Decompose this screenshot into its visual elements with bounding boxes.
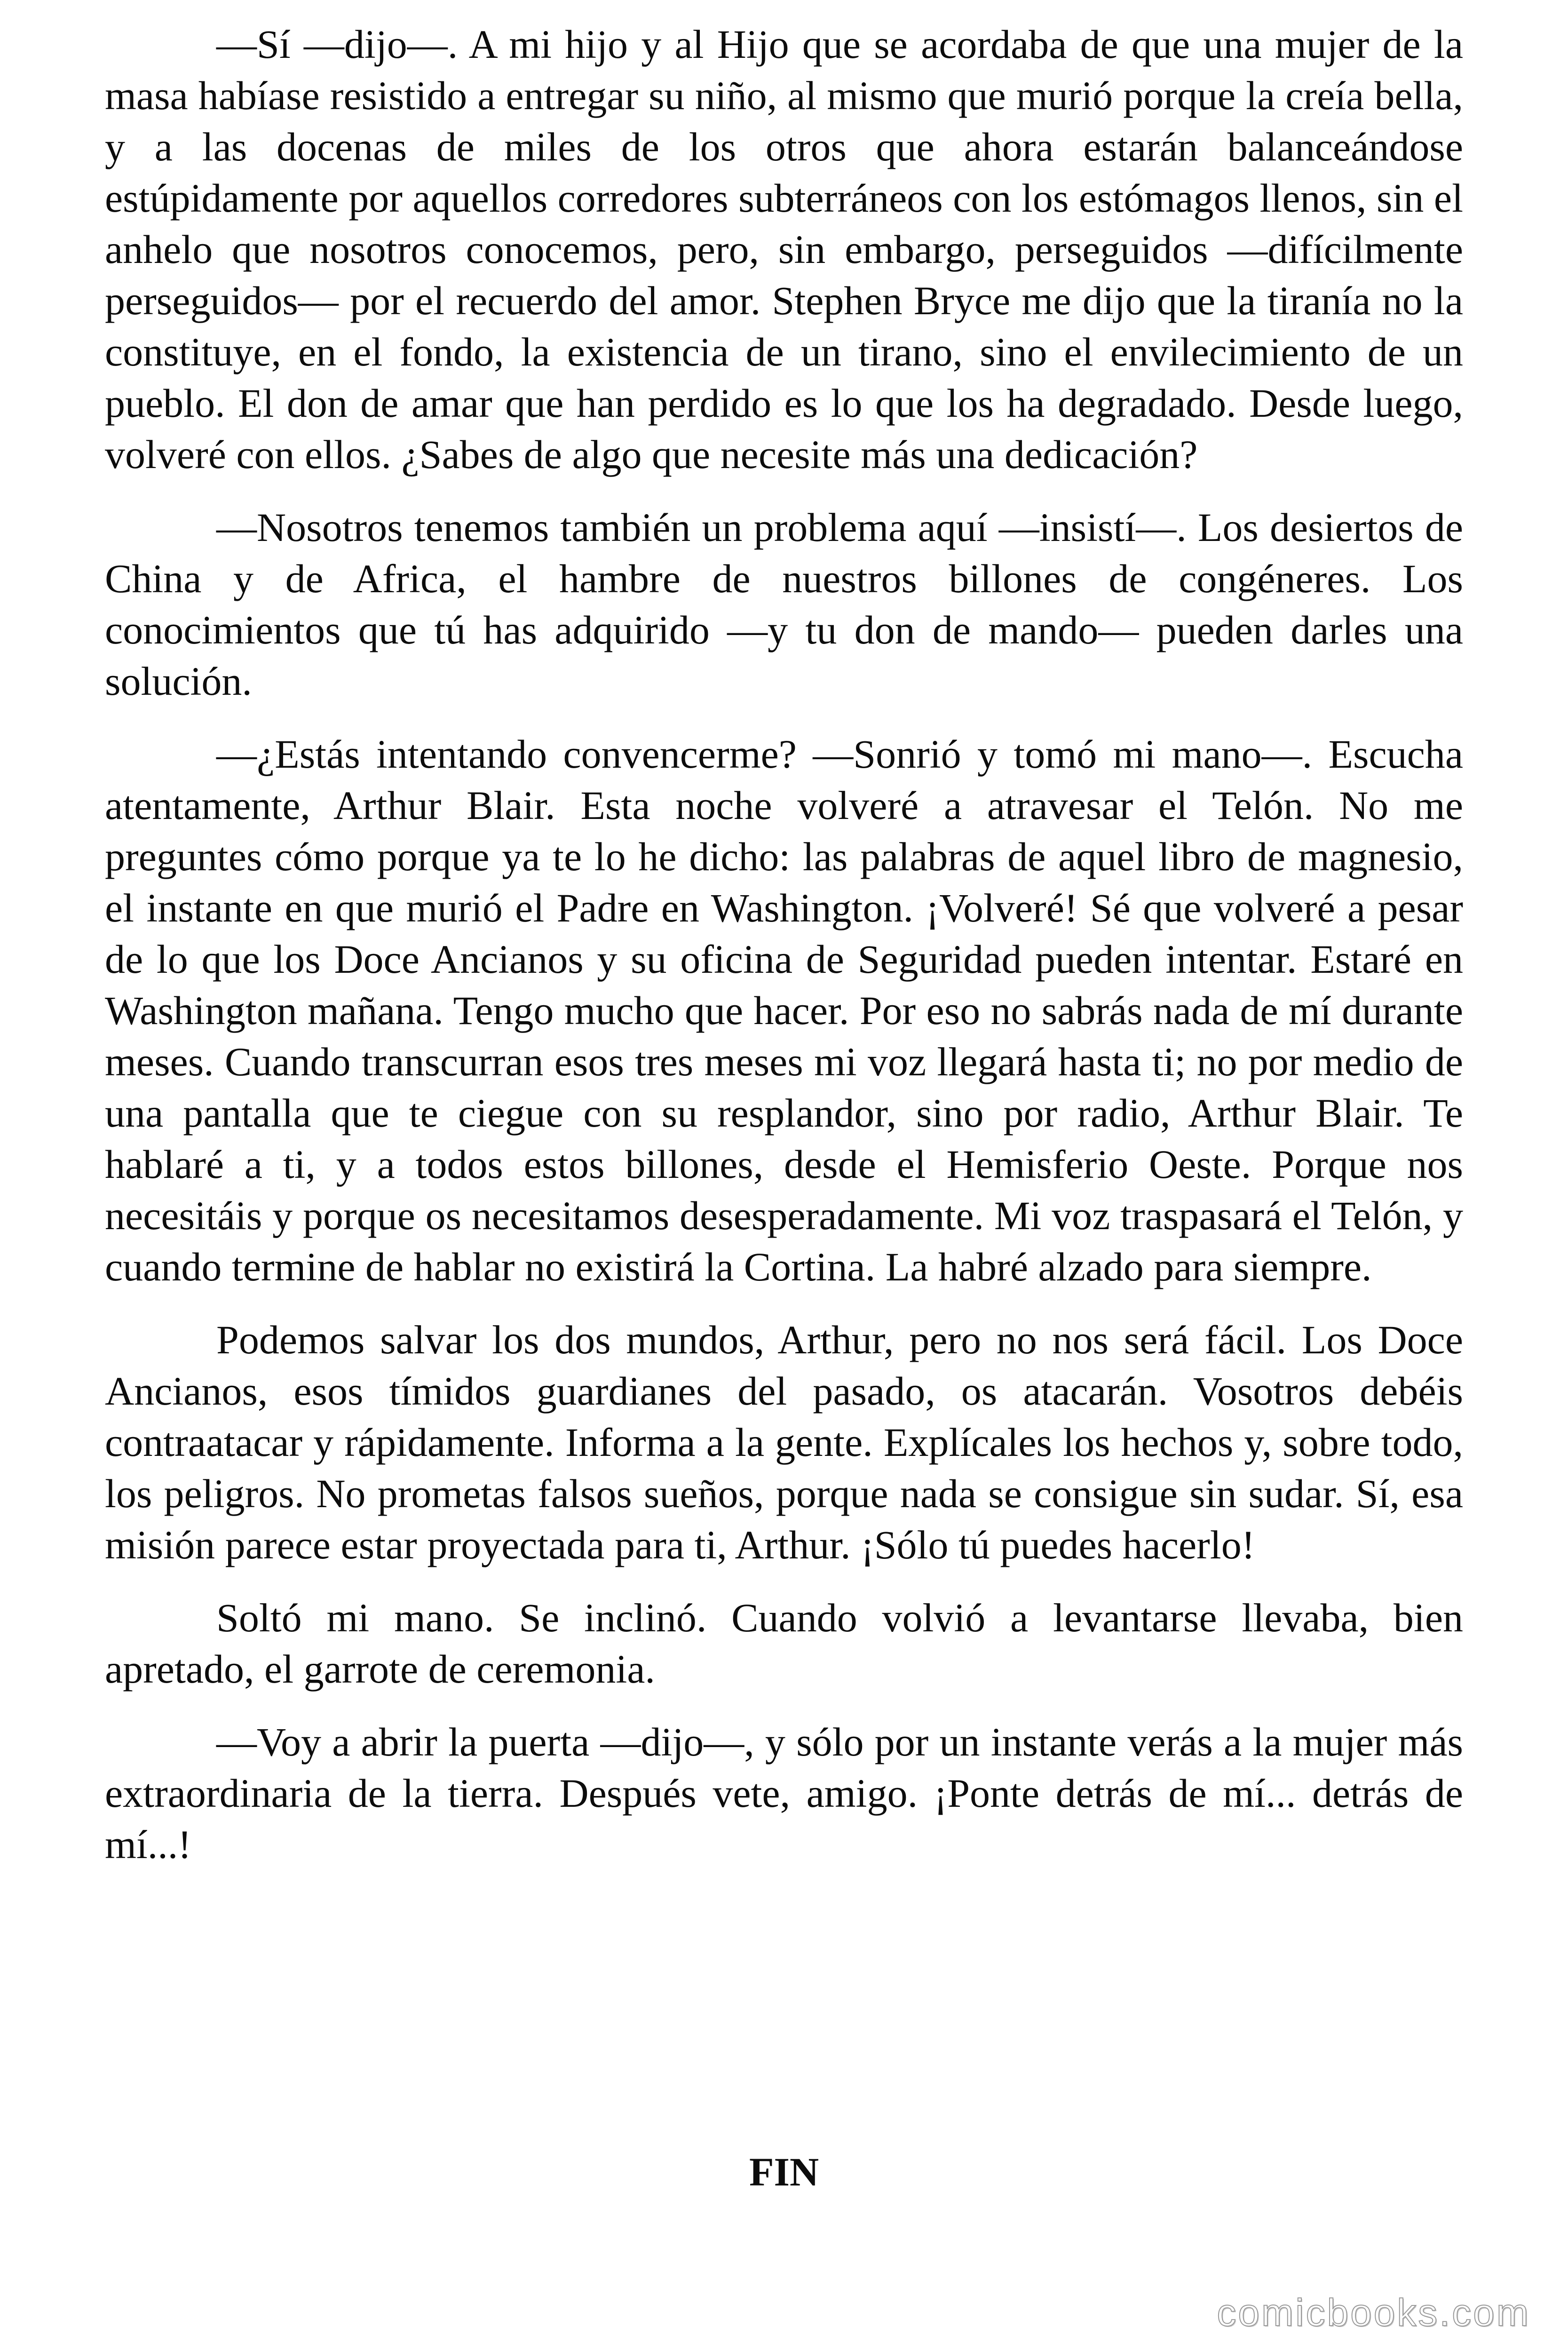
paragraph-5: Soltó mi mano. Se inclinó. Cuando volvió a levantarse llevaba, bien apretado, el garrote de ceremonia.	[105, 1595, 1463, 1692]
paragraph-6: —Voy a abrir la puerta —dijo—, y sólo por un instante verás a la mujer más extraordinaria de la tierra. Después vete, amigo. ¡Ponte detrás de mí... detrás de mí...!	[105, 1719, 1463, 1867]
site-watermark: comicbooks.com	[1217, 2291, 1530, 2334]
end-heading: FIN	[749, 2149, 819, 2194]
paragraph-3: —¿Estás intentando convencerme? —Sonrió y tomó mi mano—. Escucha atentamente, Arthur Blair. Esta noche volveré a atravesar el Telón. No me preguntes cómo porque ya te lo he dicho: las palabras de aquel libro de magnesio, el instante en que murió el Padre en Washington. ¡Volveré! Sé que volveré a pesar de lo que los Doce Ancianos y su oficina de Seguridad pueden intentar. Estaré en Washington mañana. Tengo mucho que hacer. Por eso no sabrás nada de mí durante meses. Cuando transcurran esos tres meses mi voz llegará hasta ti; no por medio de una pantalla que te ciegue con su resplandor, sino por radio, Arthur Blair. Te hablaré a ti, y a todos estos billones, desde el Hemisferio Oeste. Porque nos necesitáis y porque os necesitamos desesperadamente. Mi voz traspasará el Telón, y cuando termine de hablar no existirá la Cortina. La habré alzado para siempre.	[105, 731, 1463, 1289]
paragraph-4: Podemos salvar los dos mundos, Arthur, pero no nos será fácil. Los Doce Ancianos, esos tímidos guardianes del pasado, os atacarán. Vosotros debéis contraatacar y rápidamente. Informa a la gente. Explícales los hechos y, sobre todo, los peligros. No prometas falsos sueños, porque nada se consigue sin sudar. Sí, esa misión parece estar proyectada para ti, Arthur. ¡Sólo tú puedes hacerlo!	[105, 1317, 1463, 1567]
paragraph-1: —Sí —dijo—. A mi hijo y al Hijo que se acordaba de que una mujer de la masa habíase resistido a entregar su niño, al mismo que murió porque la creía bella, y a las docenas de miles de los otros que ahora estarán balanceándose estúpidamente por aquellos corredores subterráneos con los estómagos llenos, sin el anhelo que nosotros conocemos, pero, sin embargo, perseguidos —difícilmente perseguidos— por el recuerdo del amor. Stephen Bryce me dijo que la tiranía no la constituye, en el fondo, la existencia de un tirano, sino el envilecimiento de un pueblo. El don de amar que han perdido es lo que los ha degradado. Desde luego, volveré con ellos. ¿Sabes de algo que necesite más una dedicación?	[105, 22, 1463, 477]
paragraph-2: —Nosotros tenemos también un problema aquí —insistí—. Los desiertos de China y de Africa, el hambre de nuestros billones de congéneres. Los conocimientos que tú has adquirido —y tu don de mando— pueden darles una solución.	[105, 505, 1463, 704]
body-text	[105, 19, 1463, 1892]
